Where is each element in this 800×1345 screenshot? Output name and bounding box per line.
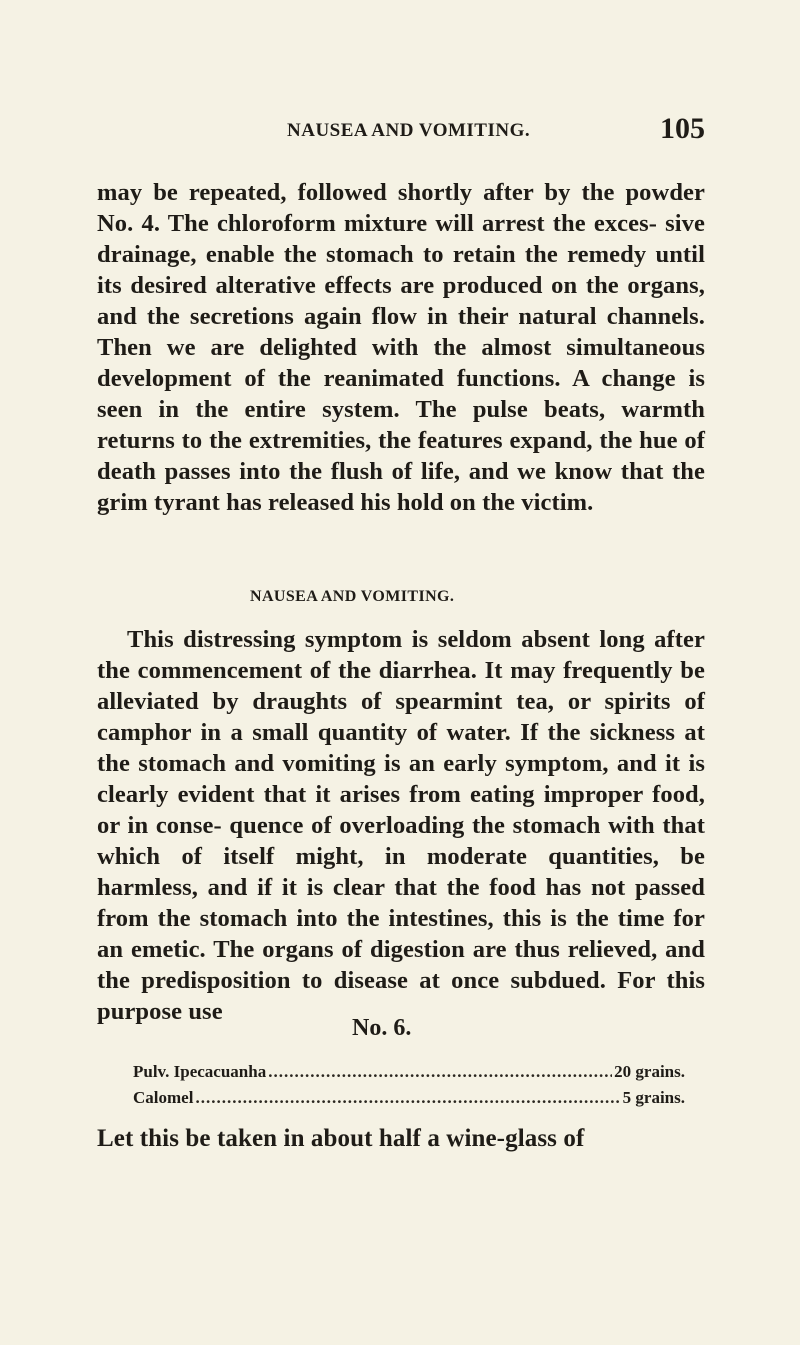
paragraph-continuation: may be repeated, followed shortly after by the powder No. 4. The chloroform mixture will arrest the exces- sive drainage, enable the stomach to retain the remedy until its desired alterative effects are produced on the organs, and the secretions again flow in their natural channels. Then we are delighted with the almost simultaneous development of the reanimated functions. A change is seen in the entire system. The pulse beats, warmth returns to the extremities, the features expand, the hue of death passes into the flush of life, and we know that the grim tyrant has released his hold on the victim. — [97, 179, 705, 516]
ingredient-list — [133, 1062, 685, 1114]
paragraph-nausea: This distressing symptom is seldom absent long after the commencement of the diarrhea. It may frequently be alleviated by draughts of spearmint tea, or spirits of camphor in a small quantity of water. If the sickness at the stomach and vomiting is an early symptom, and it is clearly evident that it arises from eating improper food, or in conse- quence of overloading the stomach with that which of itself might, in moderate quantities, be harmless, and if it is clear that the food has not passed from the stomach into the intestines, this is the time for an emetic. The organs of digestion are thus relieved, and the predisposition to disease at once subdued. For this purpose use — [97, 626, 705, 1025]
ingredient-name: Pulv. Ipecacuanha — [133, 1062, 267, 1081]
ingredient-quantity: 20 grains. — [614, 1062, 685, 1081]
paragraph-instructions: Let this be taken in about half a wine-glass of — [97, 1125, 585, 1152]
page-header — [97, 112, 705, 152]
running-title: NAUSEA AND VOMITING. — [287, 120, 531, 141]
ingredient-name: Calomel — [133, 1088, 194, 1107]
page-number: 105 — [660, 112, 705, 145]
section-heading: NAUSEA AND VOMITING. — [250, 588, 455, 605]
dot-leader — [195, 1088, 620, 1108]
ingredient-row — [133, 1062, 685, 1088]
ingredient-row — [133, 1088, 685, 1114]
recipe-number: No. 6. — [352, 1015, 412, 1041]
ingredient-quantity: 5 grains. — [622, 1088, 685, 1107]
dot-leader — [268, 1062, 612, 1082]
